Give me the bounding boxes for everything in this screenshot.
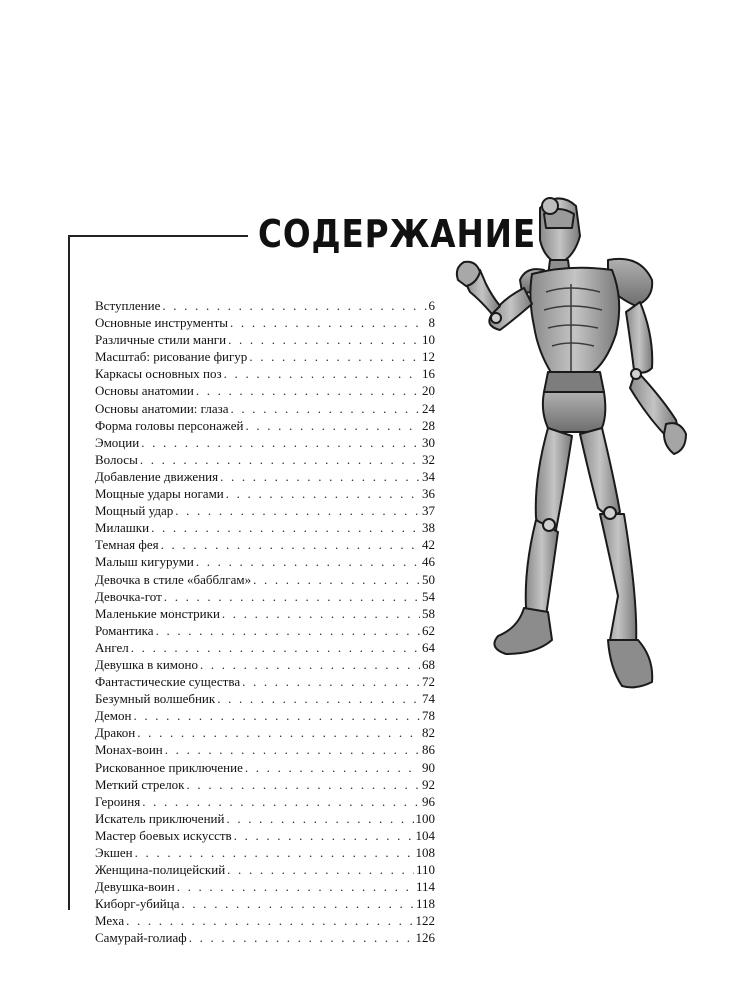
toc-dot-leader xyxy=(196,553,420,570)
toc-page-number: 50 xyxy=(422,571,435,587)
toc-entry-title: Девочка в стиле «бабблгам» xyxy=(95,571,252,587)
header-rule-horizontal xyxy=(68,235,248,237)
toc-page-number: 20 xyxy=(422,383,435,399)
toc-dot-leader xyxy=(133,707,420,724)
toc-entry-title: Меха xyxy=(95,913,125,929)
toc-page-number: 62 xyxy=(422,622,435,638)
toc-page-number: 38 xyxy=(422,520,435,536)
toc-entry-title: Эмоции xyxy=(95,434,140,450)
toc-dot-leader xyxy=(253,571,420,588)
toc-page-number: 42 xyxy=(422,537,435,553)
toc-row xyxy=(95,690,435,707)
toc-dot-leader xyxy=(156,622,420,639)
toc-row xyxy=(95,382,435,399)
toc-page-number: 82 xyxy=(422,725,435,741)
toc-entry-title: Мощный удар xyxy=(95,503,174,519)
toc-entry-title: Экшен xyxy=(95,845,133,860)
toc-page-number: 110 xyxy=(415,862,435,878)
toc-entry-title: Основные инструменты xyxy=(95,315,229,331)
toc-dot-leader xyxy=(182,895,414,912)
toc-dot-leader xyxy=(175,502,420,519)
toc-entry-title: Маленькие монстрики xyxy=(95,605,220,621)
toc-entry-title: Девочка-гот xyxy=(95,588,162,604)
toc-dot-leader xyxy=(226,810,413,827)
toc-row xyxy=(95,417,435,434)
toc-dot-leader xyxy=(162,297,426,314)
toc-entry-title: Безумный волшебник xyxy=(95,691,216,707)
toc-row xyxy=(95,622,435,639)
toc-dot-leader xyxy=(187,776,420,793)
toc-page-number: 64 xyxy=(422,639,435,655)
toc-row xyxy=(95,571,435,588)
toc-page-number: 78 xyxy=(422,708,435,724)
margin-rule-vertical xyxy=(68,235,70,910)
toc-entry-title: Малыш кигуруми xyxy=(95,554,194,570)
toc-page-number: 32 xyxy=(422,451,435,467)
cyborg-anatomy-figure-icon xyxy=(440,188,695,696)
toc-entry-title: Героиня xyxy=(95,793,141,809)
toc-page-number: 126 xyxy=(415,930,435,946)
toc-page-number: 90 xyxy=(422,759,435,775)
toc-row xyxy=(95,451,435,468)
toc-dot-leader xyxy=(249,348,420,365)
toc-page-number: 6 xyxy=(428,298,435,313)
toc-dot-leader xyxy=(177,878,414,895)
toc-page-number: 96 xyxy=(422,793,435,809)
toc-row xyxy=(95,502,435,519)
toc-page-number: 86 xyxy=(422,742,435,758)
toc-entry-title: Искатель приключений xyxy=(95,810,225,826)
toc-row xyxy=(95,895,435,912)
toc-row xyxy=(95,297,435,314)
toc-dot-leader xyxy=(142,793,420,810)
toc-page-number: 37 xyxy=(422,503,435,519)
toc-dot-leader xyxy=(245,759,420,776)
toc-page-number: 16 xyxy=(422,366,435,382)
toc-dot-leader xyxy=(189,929,414,946)
toc-row xyxy=(95,519,435,536)
toc-entry-title: Девушка в кимоно xyxy=(95,656,198,672)
toc-dot-leader xyxy=(141,434,420,451)
toc-dot-leader xyxy=(161,536,420,553)
toc-page-number: 104 xyxy=(415,827,435,843)
toc-page-number: 118 xyxy=(415,896,435,912)
toc-dot-leader xyxy=(126,912,413,929)
toc-entry-title: Женщина-полицейский xyxy=(95,862,226,878)
toc-page-number: 74 xyxy=(422,691,435,707)
toc-row xyxy=(95,588,435,605)
toc-row xyxy=(95,639,435,656)
toc-entry-title: Фантастические существа xyxy=(95,674,241,690)
toc-row xyxy=(95,912,435,929)
toc-dot-leader xyxy=(140,451,420,468)
toc-row xyxy=(95,434,435,451)
toc-row xyxy=(95,365,435,382)
toc-page-number: 8 xyxy=(428,315,435,331)
toc-row xyxy=(95,724,435,741)
toc-entry-title: Масштаб: рисование фигур xyxy=(95,349,248,365)
toc-row xyxy=(95,929,435,946)
toc-row xyxy=(95,485,435,502)
toc-row xyxy=(95,776,435,793)
toc-page-number: 92 xyxy=(422,776,435,792)
toc-dot-leader xyxy=(242,673,420,690)
toc-dot-leader xyxy=(224,365,420,382)
toc-page-number: 30 xyxy=(422,434,435,450)
toc-page-number: 54 xyxy=(422,588,435,604)
toc-entry-title: Самурай-голиаф xyxy=(95,930,187,946)
toc-dot-leader xyxy=(200,656,420,673)
toc-dot-leader xyxy=(222,605,420,622)
toc-dot-leader xyxy=(228,331,420,348)
toc-dot-leader xyxy=(234,827,414,844)
toc-entry-title: Основы анатомии xyxy=(95,383,194,399)
toc-entry-title: Романтика xyxy=(95,622,154,638)
toc-dot-leader xyxy=(220,468,420,485)
toc-page-number: 114 xyxy=(415,879,435,895)
toc-entry-title: Киборг-убийца xyxy=(95,896,180,912)
toc-page-number: 108 xyxy=(415,845,435,860)
toc-page-number: 10 xyxy=(422,332,435,348)
toc-row xyxy=(95,553,435,570)
toc-entry-title: Мощные удары ногами xyxy=(95,486,224,502)
toc-page-number: 100 xyxy=(415,810,435,826)
toc-row xyxy=(95,844,435,861)
toc-row xyxy=(95,348,435,365)
toc-page-number: 24 xyxy=(422,400,435,416)
toc-row xyxy=(95,793,435,810)
toc-dot-leader xyxy=(226,485,420,502)
toc-entry-title: Демон xyxy=(95,708,132,724)
toc-dot-leader xyxy=(165,741,420,758)
toc-entry-title: Меткий стрелок xyxy=(95,776,185,792)
toc-dot-leader xyxy=(230,314,426,331)
toc-entry-title: Основы анатомии: глаза xyxy=(95,400,229,416)
toc-page-number: 34 xyxy=(422,468,435,484)
toc-entry-title: Вступление xyxy=(95,298,161,313)
toc-page-number: 28 xyxy=(422,417,435,433)
toc-entry-title: Волосы xyxy=(95,451,138,467)
toc-row xyxy=(95,400,435,417)
toc-row xyxy=(95,536,435,553)
toc-dot-leader xyxy=(135,844,414,861)
table-of-contents xyxy=(95,297,435,947)
toc-row xyxy=(95,331,435,348)
toc-page-number: 72 xyxy=(422,674,435,690)
toc-row xyxy=(95,810,435,827)
toc-page-number: 58 xyxy=(422,605,435,621)
toc-row xyxy=(95,673,435,690)
toc-entry-title: Добавление движения xyxy=(95,468,219,484)
page-title: СОДЕРЖАНИЕ xyxy=(258,212,537,256)
toc-row xyxy=(95,605,435,622)
toc-row xyxy=(95,741,435,758)
toc-dot-leader xyxy=(164,588,420,605)
toc-row xyxy=(95,314,435,331)
toc-entry-title: Милашки xyxy=(95,520,150,536)
toc-entry-title: Дракон xyxy=(95,725,136,741)
toc-row xyxy=(95,656,435,673)
toc-page-number: 12 xyxy=(422,349,435,365)
toc-row xyxy=(95,707,435,724)
toc-entry-title: Монах-воин xyxy=(95,742,163,758)
toc-entry-title: Мастер боевых искусств xyxy=(95,827,232,843)
toc-dot-leader xyxy=(196,382,420,399)
toc-row xyxy=(95,468,435,485)
toc-row xyxy=(95,759,435,776)
toc-dot-leader xyxy=(227,861,414,878)
toc-page-number: 46 xyxy=(422,554,435,570)
toc-entry-title: Каркасы основных поз xyxy=(95,366,222,382)
toc-page-number: 122 xyxy=(415,913,435,929)
toc-dot-leader xyxy=(245,417,420,434)
toc-page-number: 68 xyxy=(422,656,435,672)
toc-entry-title: Различные стили манги xyxy=(95,332,227,348)
toc-dot-leader xyxy=(231,400,421,417)
toc-row xyxy=(95,878,435,895)
toc-dot-leader xyxy=(151,519,420,536)
toc-entry-title: Темная фея xyxy=(95,537,159,553)
toc-row xyxy=(95,827,435,844)
toc-entry-title: Рискованное приключение xyxy=(95,759,243,775)
toc-page-number: 36 xyxy=(422,486,435,502)
toc-entry-title: Девушка-воин xyxy=(95,879,175,895)
toc-dot-leader xyxy=(217,690,420,707)
toc-entry-title: Ангел xyxy=(95,639,129,655)
toc-entry-title: Форма головы персонажей xyxy=(95,417,244,433)
toc-dot-leader xyxy=(131,639,420,656)
toc-row xyxy=(95,861,435,878)
toc-dot-leader xyxy=(137,724,420,741)
